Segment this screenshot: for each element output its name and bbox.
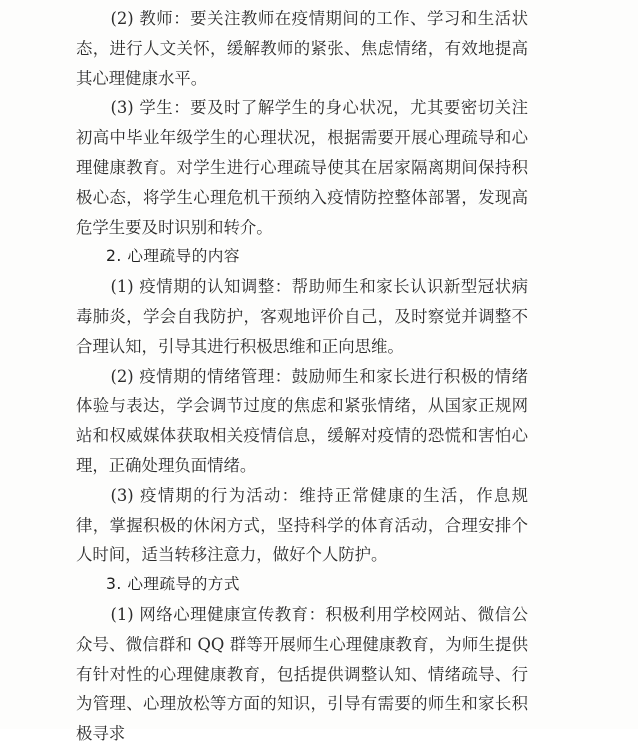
section-heading-content: 2. 心理疏导的内容 <box>106 247 240 266</box>
section-heading-methods: 3. 心理疏导的方式 <box>106 575 240 594</box>
document-body <box>76 4 528 749</box>
paragraph-emotion-management: (2) 疫情期的情绪管理：鼓励师生和家长进行积极的情绪体验与表达，学会调节过度的焦虑和紧张情绪，从国家正规网站和权威媒体获取相关疫情信息，缓解对疫情的恐慌和害怕心理，正确处理负面情绪。 <box>76 366 528 475</box>
paragraph-cognitive-adjustment: (1) 疫情期的认知调整：帮助师生和家长认识新型冠状病毒肺炎，学会自我防护，客观地评价自己，及时察觉并调整不合理认知，引导其进行积极思维和正向思维。 <box>76 277 528 356</box>
paragraph-online-education: (1) 网络心理健康宣传教育：积极利用学校网站、微信公众号、微信群和 QQ 群等开展师生心理健康教育，为师生提供有针对性的心理健康教育，包括提供调整认知、情绪疏导、行为管理、心理放松等方面的知识，引导有需要的师生和家长积极寻求 <box>76 604 528 744</box>
paragraph-behavior-activities: (3) 疫情期的行为活动：维持正常健康的生活，作息规律，掌握积极的休闲方式，坚持科学的体育活动，合理安排个人时间，适当转移注意力，做好个人防护。 <box>76 485 528 565</box>
paragraph-teachers: (2) 教师：要关注教师在疫情期间的工作、学习和生活状态，进行人文关怀，缓解教师的紧张、焦虑情绪，有效地提高其心理健康水平。 <box>76 9 528 88</box>
paragraph-students: (3) 学生：要及时了解学生的身心状况，尤其要密切关注初高中毕业年级学生的心理状况，根据需要开展心理疏导和心理健康教育。对学生进行心理疏导使其在居家隔离期间保持积极心态，将学生心理危机干预纳入疫情防控整体部署，发现高危学生要及时识别和转介。 <box>76 98 528 237</box>
